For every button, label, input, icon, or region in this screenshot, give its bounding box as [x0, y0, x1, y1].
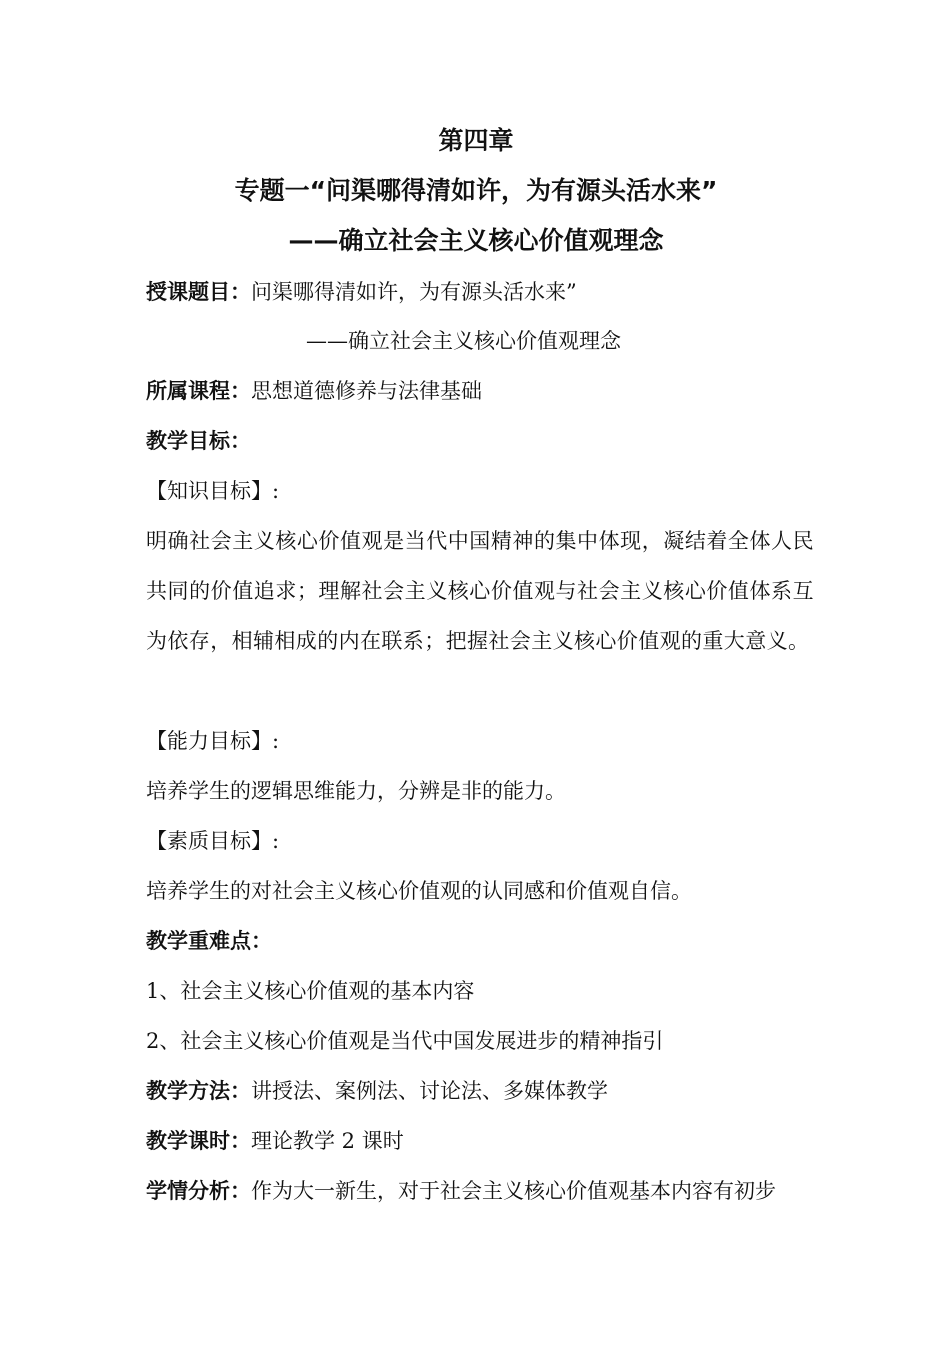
objectives-label: 教学目标： [146, 429, 251, 453]
lesson-title-row [146, 277, 577, 307]
ability-objective-label: 【能力目标】: [146, 729, 280, 753]
chapter-heading: 第四章 [438, 126, 514, 155]
methods-label: 教学方法： [146, 1079, 251, 1103]
knowledge-objective-text: 明确社会主义核心价值观是当代中国精神的集中体现，凝结着全体人民共同的价值追求；理解社会主义核心价值观与社会主义核心价值体系互为依存，相辅相成的内在联系；把握社会主义核心价值观的重大意义。 [146, 529, 814, 653]
quality-objective-label: 【素质目标】: [146, 829, 280, 853]
lesson-title-continuation: ——确立社会主义核心价值观理念 [306, 329, 621, 353]
key-point-item: 1、社会主义核心价值观的基本内容 [146, 979, 475, 1003]
knowledge-objective-label: 【知识目标】: [146, 479, 280, 503]
hours-label: 教学课时： [146, 1129, 251, 1153]
methods-row [146, 1076, 608, 1106]
ability-objective-text: 培养学生的逻辑思维能力，分辨是非的能力。 [146, 779, 566, 803]
hours-value: 理论教学 2 课时 [251, 1129, 404, 1153]
lesson-title-value: 问渠哪得清如许，为有源头活水来” [251, 280, 577, 304]
course-row [146, 376, 482, 406]
quality-objective-text: 培养学生的对社会主义核心价值观的认同感和价值观自信。 [146, 879, 692, 903]
objectives-row [146, 426, 251, 456]
hours-row [146, 1126, 404, 1156]
topic-heading: 专题一“问渠哪得清如许，为有源头活水来” [234, 176, 718, 205]
analysis-value: 作为大一新生，对于社会主义核心价值观基本内容有初步 [251, 1179, 776, 1203]
course-label: 所属课程： [146, 379, 251, 403]
key-points-label: 教学重难点： [146, 929, 272, 953]
key-point-item: 2、社会主义核心价值观是当代中国发展进步的精神指引 [146, 1029, 664, 1053]
analysis-row [146, 1176, 776, 1206]
methods-value: 讲授法、案例法、讨论法、多媒体教学 [251, 1079, 608, 1103]
lesson-title-label: 授课题目： [146, 280, 251, 304]
analysis-label: 学情分析： [146, 1179, 251, 1203]
course-value: 思想道德修养与法律基础 [251, 379, 482, 403]
key-points-row [146, 926, 272, 956]
subtitle-heading: ——确立社会主义核心价值观理念 [288, 226, 664, 255]
